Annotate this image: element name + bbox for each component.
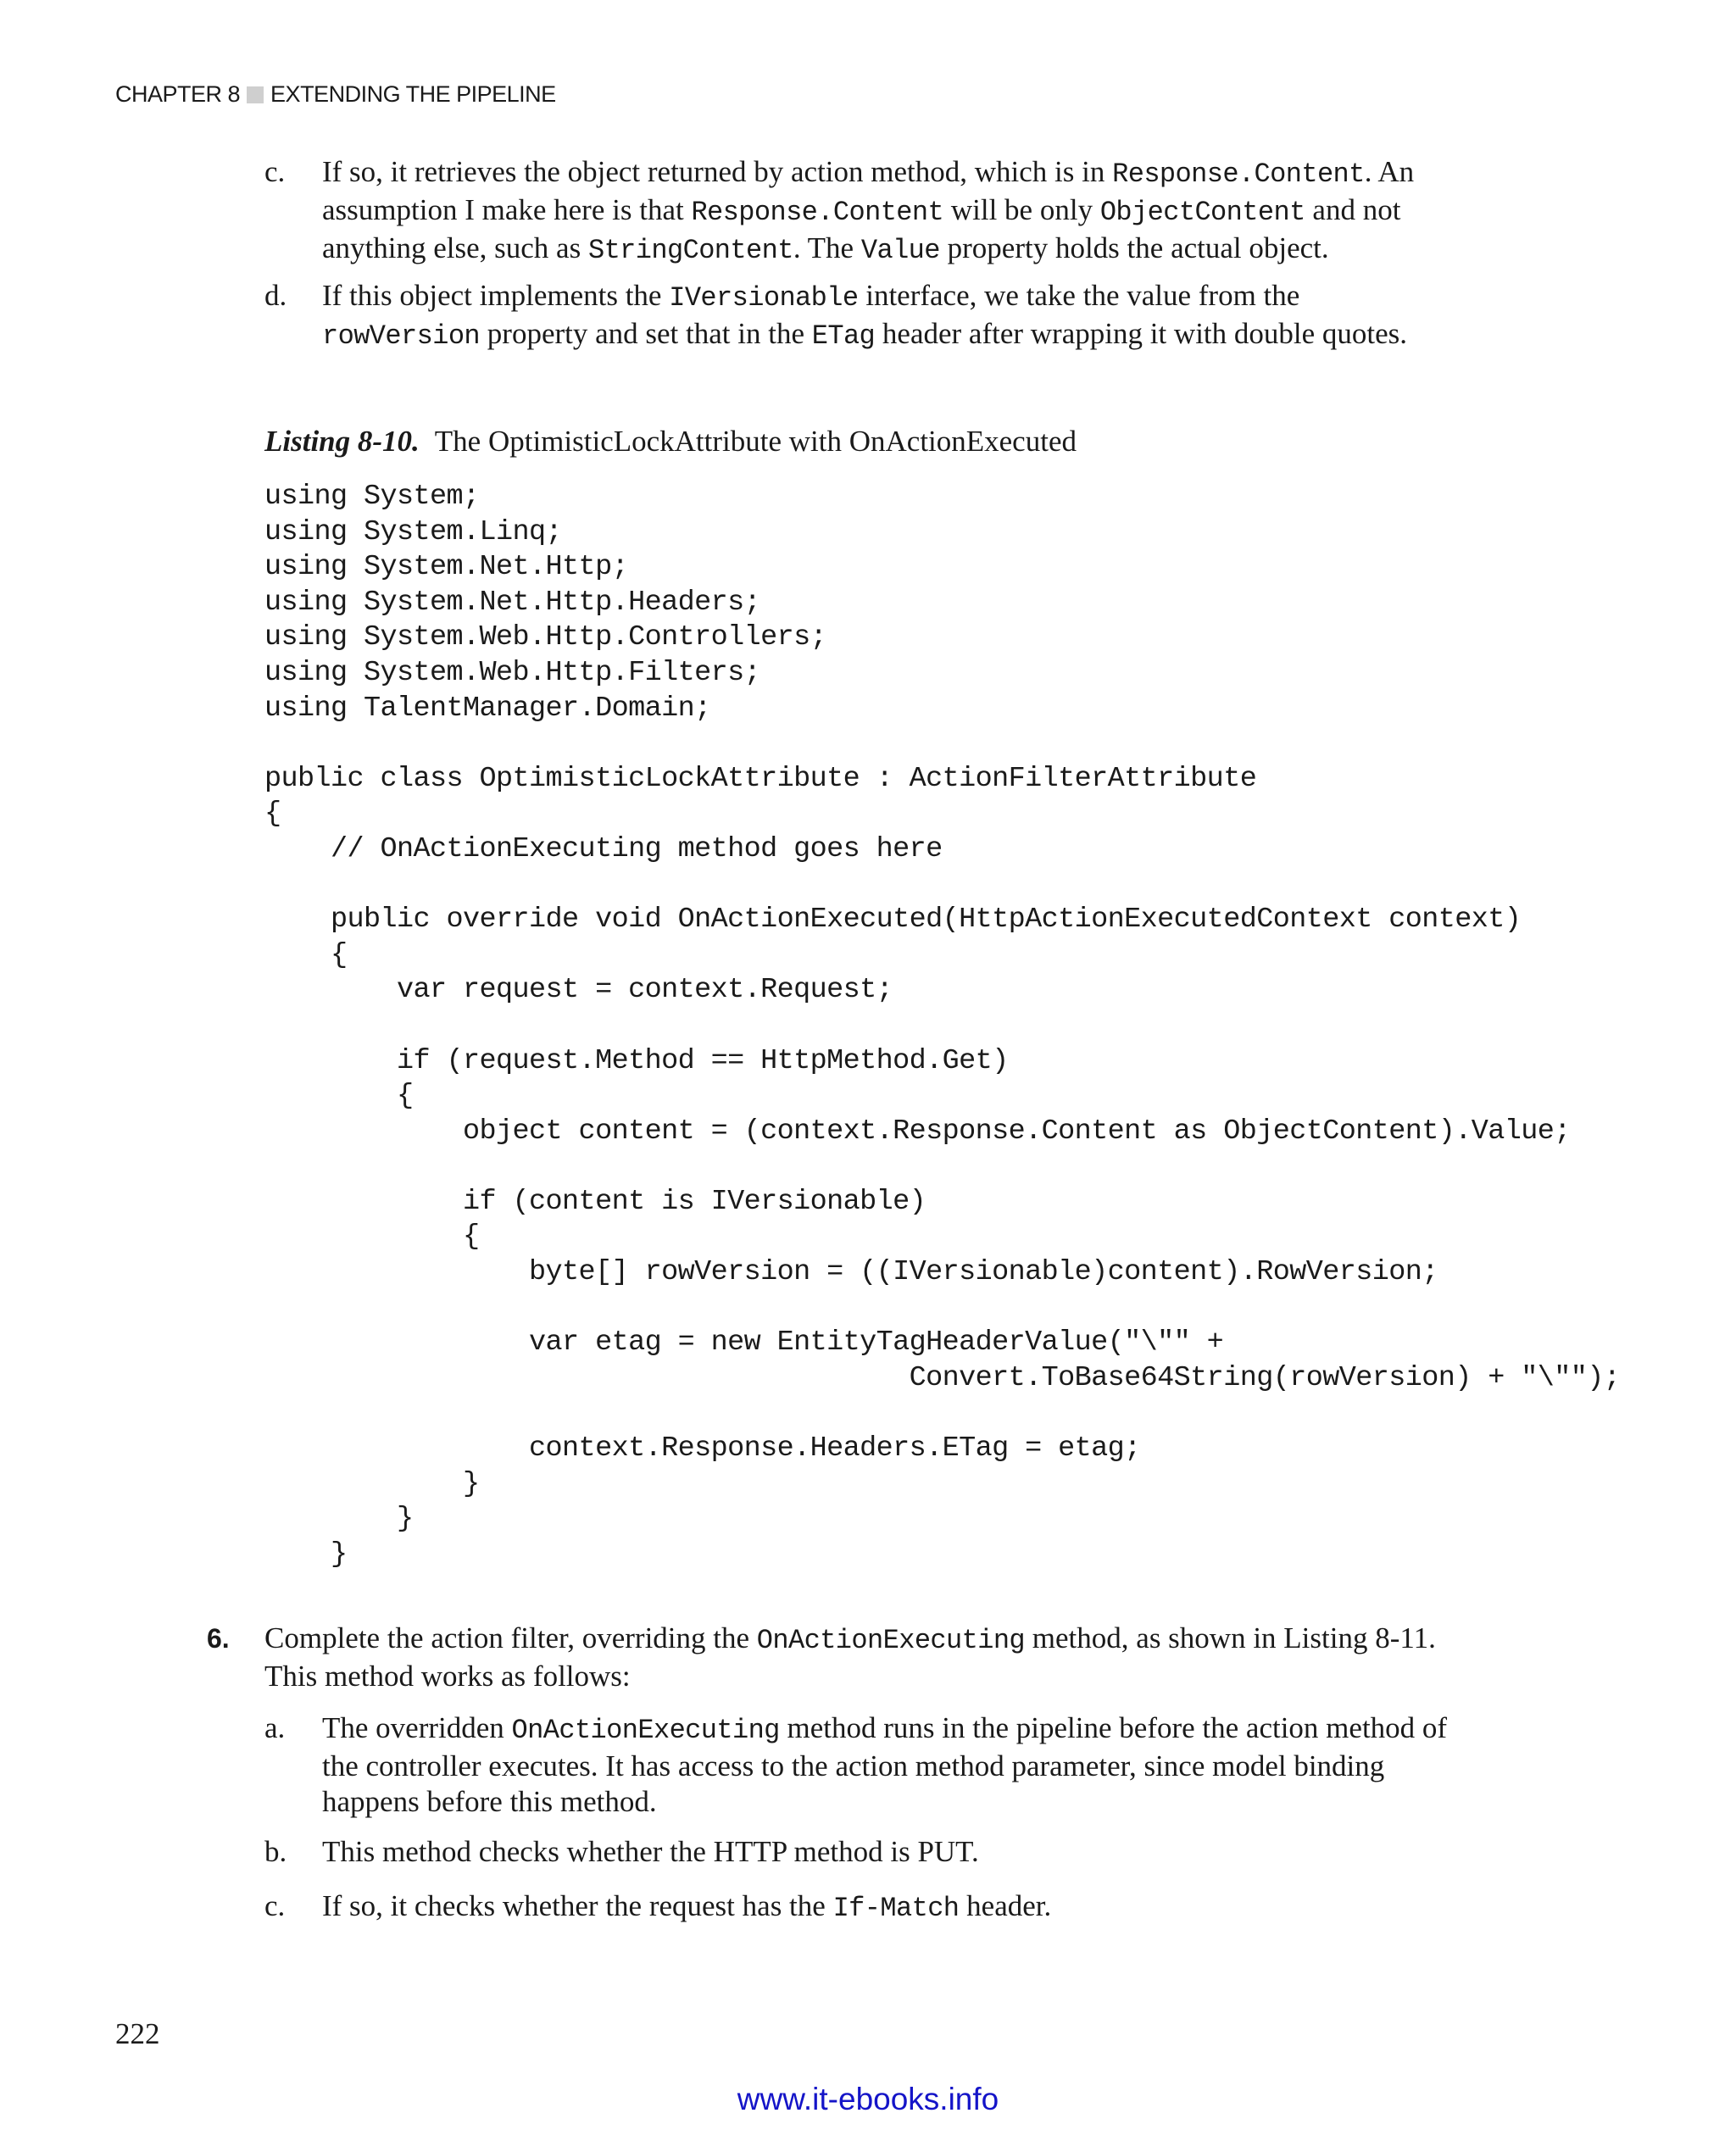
substep-letter: d. bbox=[264, 279, 287, 312]
page-number: 222 bbox=[115, 2017, 160, 2050]
chapter-label: CHAPTER 8 bbox=[115, 81, 241, 107]
step-text bbox=[264, 1621, 1477, 1694]
step-6 bbox=[207, 1621, 1478, 1694]
code-line: // OnActionExecuting method goes here bbox=[264, 832, 943, 865]
code-line: var etag = new EntityTagHeaderValue("\"" + bbox=[264, 1326, 1224, 1360]
code-line bbox=[264, 1291, 1620, 1326]
prose-text: method runs in the pipeline before the action method of the controller executes. It has access to the action method parameter, since model binding happens before this method. bbox=[322, 1711, 1448, 1818]
inline-code: OnActionExecuting bbox=[511, 1715, 780, 1746]
substep-d-intro bbox=[264, 278, 1451, 354]
code-listing bbox=[264, 480, 1620, 1572]
substep-text bbox=[322, 1710, 1449, 1820]
code-line: object content = (context.Response.Content as ObjectContent).Value; bbox=[264, 1115, 1571, 1148]
substep-c bbox=[264, 1888, 1451, 1927]
prose-text: If so, it retrieves the object returned by action method, which is in bbox=[322, 155, 1113, 188]
code-line: using System.Net.Http; bbox=[264, 551, 629, 584]
code-line: public override void OnActionExecuted(HttpActionExecutedContext context) bbox=[264, 904, 1522, 937]
inline-code: Response.Content bbox=[1112, 158, 1365, 190]
code-line: { bbox=[264, 938, 348, 971]
code-line: { bbox=[264, 798, 281, 831]
code-line: if (request.Method == HttpMethod.Get) bbox=[264, 1044, 1009, 1077]
substep-text bbox=[322, 278, 1449, 354]
substep-c-intro bbox=[264, 154, 1451, 269]
step-number: 6. bbox=[207, 1623, 230, 1654]
chapter-title: EXTENDING THE PIPELINE bbox=[270, 81, 556, 107]
listing-title: The OptimisticLockAttribute with OnActionExecuted bbox=[434, 425, 1077, 458]
code-line: using System.Linq; bbox=[264, 515, 563, 548]
code-line: Convert.ToBase64String(rowVersion) + "\""); bbox=[264, 1361, 1621, 1394]
prose-text: property and set that in the bbox=[480, 317, 812, 350]
code-line bbox=[264, 868, 1620, 904]
code-line bbox=[264, 1149, 1620, 1185]
prose-text: If this object implements the bbox=[322, 279, 670, 312]
code-line: { bbox=[264, 1221, 480, 1254]
prose-text: The overridden bbox=[322, 1711, 512, 1744]
substep-text bbox=[322, 1834, 1449, 1870]
prose-text: If so, it checks whether the request has the bbox=[322, 1889, 833, 1922]
code-line: var request = context.Request; bbox=[264, 974, 893, 1007]
code-line: if (content is IVersionable) bbox=[264, 1185, 926, 1218]
prose-text: property holds the actual object. bbox=[939, 231, 1329, 264]
code-line: using System.Web.Http.Controllers; bbox=[264, 621, 827, 654]
substep-text bbox=[322, 1888, 1449, 1927]
prose-text: This method checks whether the HTTP method is PUT. bbox=[322, 1835, 979, 1868]
inline-code: rowVersion bbox=[322, 320, 481, 352]
prose-text: method, as shown in Listing 8-11. This method works as follows: bbox=[264, 1621, 1436, 1693]
code-line: context.Response.Headers.ETag = etag; bbox=[264, 1432, 1141, 1465]
prose-text: will be only bbox=[943, 193, 1100, 226]
substep-letter: a. bbox=[264, 1711, 286, 1744]
code-line bbox=[264, 1009, 1620, 1044]
code-line: using System.Net.Http.Headers; bbox=[264, 586, 761, 619]
code-line: { bbox=[264, 1080, 414, 1113]
prose-text: header. bbox=[959, 1889, 1052, 1922]
square-separator-icon bbox=[247, 86, 264, 103]
substep-letter: c. bbox=[264, 1889, 286, 1922]
code-line: using System; bbox=[264, 481, 480, 513]
inline-code: OnActionExecuting bbox=[756, 1625, 1026, 1656]
substep-text bbox=[322, 154, 1449, 269]
substep-a bbox=[264, 1710, 1451, 1820]
code-line: using System.Web.Http.Filters; bbox=[264, 656, 761, 689]
inline-code: If-Match bbox=[832, 1893, 960, 1924]
code-line bbox=[264, 1396, 1620, 1432]
substep-letter: c. bbox=[264, 155, 286, 188]
footer-website-link[interactable]: www.it-ebooks.info bbox=[737, 2082, 999, 2116]
inline-code: StringContent bbox=[587, 235, 793, 266]
inline-code: Response.Content bbox=[691, 197, 944, 228]
code-line bbox=[264, 726, 1620, 762]
code-line: using TalentManager.Domain; bbox=[264, 692, 711, 725]
listing-label: Listing 8-10. bbox=[264, 425, 420, 458]
code-line: byte[] rowVersion = ((IVersionable)content).RowVersion; bbox=[264, 1256, 1438, 1289]
prose-text: Complete the action filter, overriding the bbox=[264, 1621, 757, 1654]
substep-letter: b. bbox=[264, 1835, 287, 1868]
code-line: public class OptimisticLockAttribute : ActionFilterAttribute bbox=[264, 762, 1257, 795]
inline-code: ObjectContent bbox=[1099, 197, 1305, 228]
prose-text: header after wrapping it with double quotes. bbox=[875, 317, 1408, 350]
inline-code: ETag bbox=[811, 320, 876, 352]
prose-text: . An assumption I make here is that bbox=[322, 155, 1415, 226]
code-line: } bbox=[264, 1538, 348, 1571]
code-line: } bbox=[264, 1503, 414, 1536]
prose-text: and not anything else, such as bbox=[322, 193, 1401, 264]
prose-text: . The bbox=[793, 231, 861, 264]
code-line: } bbox=[264, 1467, 480, 1500]
inline-code: Value bbox=[860, 235, 940, 266]
listing-caption bbox=[264, 424, 1077, 459]
substep-b bbox=[264, 1834, 1451, 1870]
inline-code: IVersionable bbox=[669, 282, 859, 314]
prose-text: interface, we take the value from the bbox=[858, 279, 1300, 312]
running-head bbox=[115, 81, 556, 108]
